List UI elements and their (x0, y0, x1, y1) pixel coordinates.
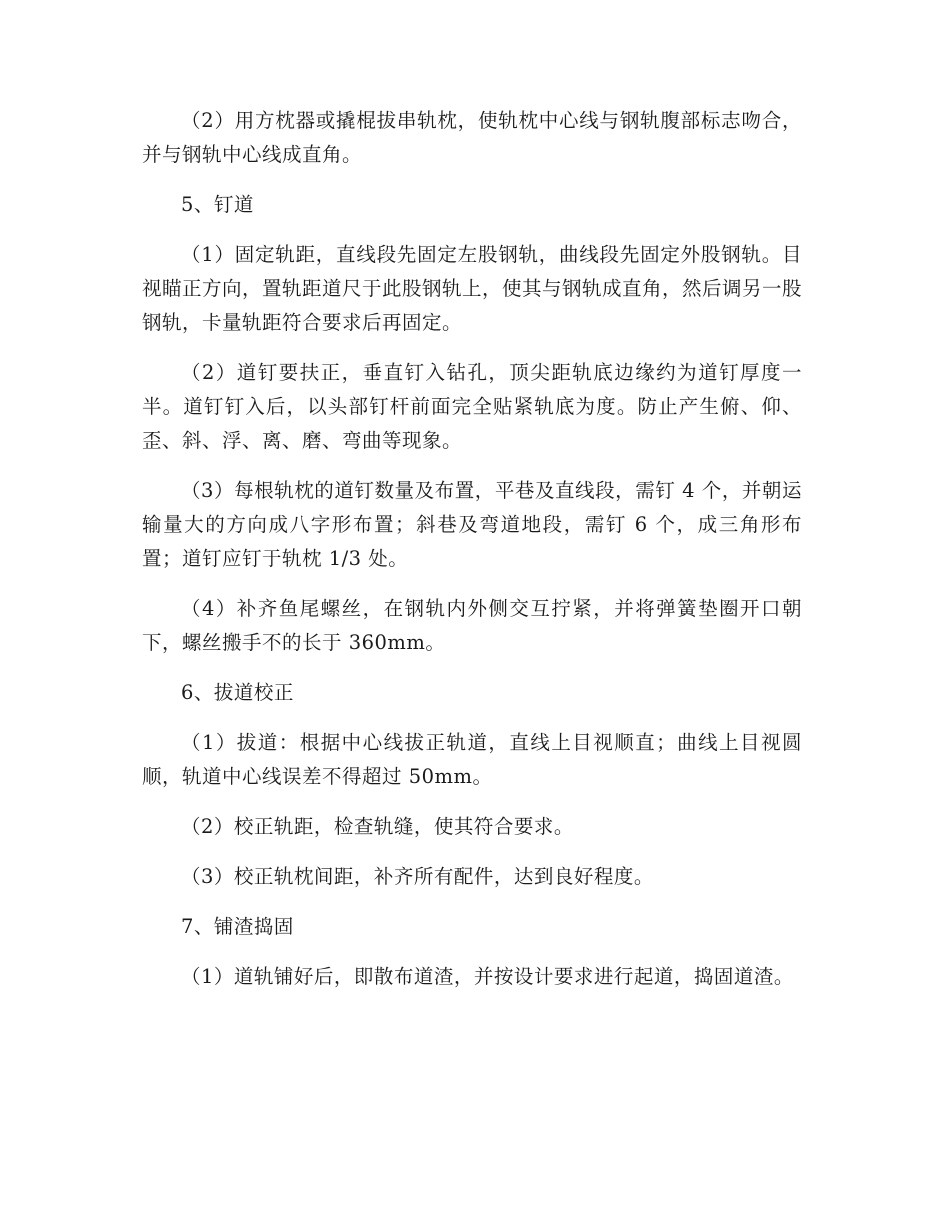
paragraph-gauge-check: （2）校正轨距，检查轨缝，使其符合要求。 (181, 815, 574, 838)
paragraph-spike-driving: （2）道钉要扶正，垂直钉入钻孔，顶尖距轨底边缘约为道钉厚度一半。道钉钉入后，以头部钉杆前面完全贴紧轨底为度。防止产生俯、仰、歪、斜、浮、离、磨、弯曲等现象。 (142, 361, 802, 452)
paragraph-ballast-tamping: （1）道轨铺好后，即散布道渣，并按设计要求进行起道，捣固道渣。 (181, 965, 794, 988)
paragraph-fishplate-bolts: （4）补齐鱼尾螺丝，在钢轨内外侧交互拧紧，并将弹簧垫圈开口朝下，螺丝搬手不的长于 360mm。 (142, 597, 802, 654)
section-heading-ballast: 7、铺渣捣固 (181, 915, 294, 938)
section-heading-alignment: 6、拔道校正 (181, 681, 294, 704)
paragraph-sleeper-spacing: （3）校正轨枕间距，补齐所有配件，达到良好程度。 (181, 865, 654, 888)
paragraph-track-lining: （1）拔道：根据中心线拔正轨道，直线上目视顺直；曲线上目视圆顺，轨道中心线误差不得超过 50mm。 (142, 731, 802, 788)
paragraph-fix-gauge: （1）固定轨距，直线段先固定左股钢轨，曲线段先固定外股钢轨。目视瞄正方向，置轨距道尺于此股钢轨上，使其与钢轨成直角，然后调另一股钢轨，卡量轨距符合要求后再固定。 (142, 243, 803, 334)
paragraph-spike-count: （3）每根轨枕的道钉数量及布置，平巷及直线段，需钉 4 个，并朝运输量大的方向成八字形布置；斜巷及弯道地段，需钉 6 个，成三角形布置；道钉应钉于轨枕 1/3 处。 (142, 479, 802, 570)
paragraph-sleeper-alignment: （2）用方枕器或撬棍拔串轨枕，使轨枕中心线与钢轨腹部标志吻合，并与钢轨中心线成直角。 (142, 109, 802, 166)
section-heading-spiking: 5、钉道 (181, 193, 254, 216)
document-page (142, 104, 802, 1010)
